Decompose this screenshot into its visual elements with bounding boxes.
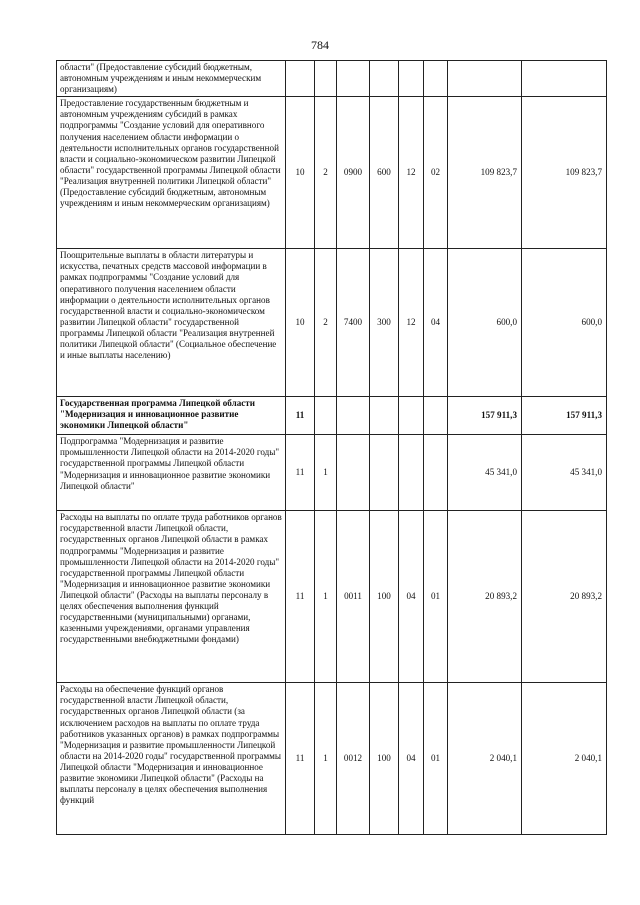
direction-code: 0012 <box>337 683 370 835</box>
subprogram-code <box>315 61 337 97</box>
amount-2 <box>522 61 607 97</box>
subprogram-code: 1 <box>315 435 337 511</box>
section-code: 04 <box>399 511 424 683</box>
amount-1: 20 893,2 <box>448 511 522 683</box>
expense-type-code: 100 <box>370 511 399 683</box>
expense-type-code <box>370 397 399 435</box>
table-row <box>57 97 607 249</box>
amount-1: 600,0 <box>448 249 522 397</box>
section-code: 04 <box>399 683 424 835</box>
table-row <box>57 511 607 683</box>
program-code: 11 <box>286 683 315 835</box>
section-code <box>399 397 424 435</box>
amount-2: 109 823,7 <box>522 97 607 249</box>
program-code: 11 <box>286 435 315 511</box>
section-code: 12 <box>399 249 424 397</box>
subprogram-code: 1 <box>315 683 337 835</box>
subsection-code: 04 <box>424 249 448 397</box>
row-description: Расходы на обеспечение функций органов государственной власти Липецкой области, государственных органов Липецкой области (за исключением расходов на выплаты по оплате труда работников указанных органов) в рамках подпрограммы "Модернизация и развитие промышленности Липецкой области на 2014-2020 годы" государственной программы Липецкой области "Модернизация и инновационное развитие экономики Липецкой области" (Расходы на выплаты персоналу в целях обеспечения выполнения функций <box>57 683 286 835</box>
amount-2: 20 893,2 <box>522 511 607 683</box>
subprogram-code <box>315 397 337 435</box>
amount-2: 600,0 <box>522 249 607 397</box>
row-description: области" (Предоставление субсидий бюджетным, автономным учреждениям и иным некоммерческим организациям) <box>57 61 286 97</box>
table-row <box>57 61 607 97</box>
subprogram-code: 2 <box>315 249 337 397</box>
subprogram-code: 1 <box>315 511 337 683</box>
subsection-code <box>424 435 448 511</box>
program-code <box>286 61 315 97</box>
section-code <box>399 435 424 511</box>
subsection-code <box>424 397 448 435</box>
direction-code <box>337 435 370 511</box>
program-code: 10 <box>286 97 315 249</box>
amount-2: 157 911,3 <box>522 397 607 435</box>
expense-type-code <box>370 435 399 511</box>
direction-code <box>337 397 370 435</box>
amount-1: 109 823,7 <box>448 97 522 249</box>
direction-code: 7400 <box>337 249 370 397</box>
subsection-code: 01 <box>424 511 448 683</box>
amount-1: 45 341,0 <box>448 435 522 511</box>
section-code: 12 <box>399 97 424 249</box>
amount-1 <box>448 61 522 97</box>
expense-type-code <box>370 61 399 97</box>
table-row <box>57 249 607 397</box>
budget-table <box>56 60 607 835</box>
row-description: Государственная программа Липецкой области "Модернизация и инновационное развитие экономики Липецкой области" <box>57 397 286 435</box>
expense-type-code: 600 <box>370 97 399 249</box>
amount-2: 45 341,0 <box>522 435 607 511</box>
direction-code <box>337 61 370 97</box>
program-code: 11 <box>286 511 315 683</box>
subsection-code: 01 <box>424 683 448 835</box>
amount-2: 2 040,1 <box>522 683 607 835</box>
row-description: Расходы на выплаты по оплате труда работников органов государственной власти Липецкой области, государственных органов Липецкой области в рамках подпрограммы "Модернизация и развитие промышленности Липецкой области на 2014-2020 годы" государственной программы Липецкой области "Модернизация и инновационное развитие экономики Липецкой области" (Расходы на выплаты персоналу в целях обеспечения выполнения функций государственными (муниципальными) органами, казенными учреждениями, органами управления государственными внебюджетными фондами) <box>57 511 286 683</box>
program-code: 10 <box>286 249 315 397</box>
program-code: 11 <box>286 397 315 435</box>
table-row <box>57 435 607 511</box>
direction-code: 0011 <box>337 511 370 683</box>
table-row <box>57 683 607 835</box>
subsection-code: 02 <box>424 97 448 249</box>
expense-type-code: 100 <box>370 683 399 835</box>
subsection-code <box>424 61 448 97</box>
section-code <box>399 61 424 97</box>
row-description: Предоставление государственным бюджетным и автономным учреждениям субсидий в рамках подпрограммы "Создание условий для оперативного получения населением области информации о деятельности исполнительных органов государственной власти и социально-экономическом развитии Липецкой области" государственной программы Липецкой области "Реализация внутренней политики Липецкой области" (Предоставление субсидий бюджетным, автономным учреждениям и иным некоммерческим организациям) <box>57 97 286 249</box>
page-number: 784 <box>311 38 329 52</box>
direction-code: 0900 <box>337 97 370 249</box>
row-description: Поощрительные выплаты в области литературы и искусства, печатных средств массовой информации в рамках подпрограммы "Создание условий для оперативного получения населением области информации о деятельности исполнительных органов государственной власти и социально-экономическом развитии Липецкой области" государственной программы Липецкой области "Реализация внутренней политики Липецкой области" (Социальное обеспечение и иные выплаты населению) <box>57 249 286 397</box>
amount-1: 2 040,1 <box>448 683 522 835</box>
table-row <box>57 397 607 435</box>
subprogram-code: 2 <box>315 97 337 249</box>
row-description: Подпрограмма "Модернизация и развитие промышленности Липецкой области на 2014-2020 годы" государственной программы Липецкой области "Модернизация и инновационное развитие экономики Липецкой области" <box>57 435 286 511</box>
amount-1: 157 911,3 <box>448 397 522 435</box>
expense-type-code: 300 <box>370 249 399 397</box>
